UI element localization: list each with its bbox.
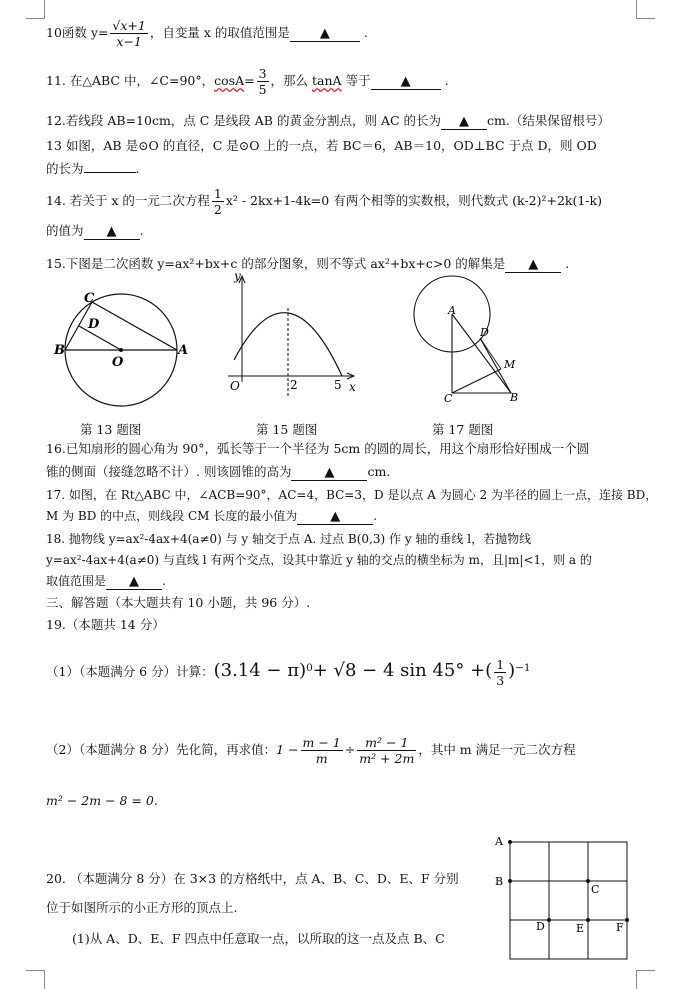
answer-blank[interactable]: ▲ [84,224,140,240]
label-b: B [54,343,65,358]
answer-blank[interactable]: ▲ [441,114,487,130]
point-d [547,918,551,922]
label-f: F [616,921,624,934]
question-19-part-2: （2）（本题满分 8 分）先化简，再求值：1 − $\frac{m - 1}{m}$ ÷ $\frac{\text{m² − 1}}{\text{m² + 2m}}$ ，其中 m 满足一元二次方程 [46,735,576,766]
question-18-line-2: y=ax²-4ax+4(a≠0) 与直线 l 有两个交点，设其中靠近 y 轴的交点的横坐标为 m，且|m|<1，则 a 的 [46,553,592,567]
corner-mark-bottom-right [636,970,655,989]
section-heading: 三、解答题（本大题共有 10 小题，共 96 分）. [46,595,311,610]
question-17-line-1: 17. 如图，在 Rt△ABC 中，∠ACB=90°，AC=4，BC=3，D 是以点 A 为圆心 2 为半径的圆上一点，连接 BD， [46,488,658,502]
point-c [586,879,590,883]
caption-figure-15: 第 15 题图 [256,422,318,437]
label-d: D [480,326,489,339]
figure-17-triangle-diagram [408,272,538,407]
center-point [119,348,123,352]
tick-5: 5 [334,378,342,392]
question-14-line-2: 的值为 ▲ . [46,223,144,239]
label-x: x [349,380,356,394]
segment-od [79,326,121,350]
chord-ca [92,302,177,350]
grid-border [510,842,627,959]
question-18-line-1: 18. 抛物线 y=ax²-4ax+4(a≠0) 与 y 轴交于点 A. 过点 B(0,3) 作 y 轴的垂线 l，若抛物线 [46,532,532,546]
figure-15-parabola-graph [222,272,362,402]
segment-cm [452,369,501,393]
corner-mark-top-right [636,0,655,19]
question-19-part-1: （1）（本题满分 6 分）计算：$(3.14 - \pi)^0+ √8 - 4$ sin 45° +( $\frac{1}{3}$ )$^{-1}$ [46,657,531,689]
label-a: A [448,304,456,317]
corner-mark-top-left [26,0,45,19]
point-a [508,840,512,844]
label-origin: O [230,379,240,393]
question-11: 11. 在△ABC 中，∠C=90°，cosA= $\frac{3}{5}$ ，那么 tanA 等于 ▲ . [46,66,449,97]
label-d: D [536,920,545,933]
answer-blank[interactable]: ▲ [297,509,373,525]
point-f [625,918,629,922]
label-o: O [112,355,124,370]
fraction: $\frac{√x+1}{x-1}$ [112,18,146,49]
question-16-line-2: 锥的侧面（接缝忽略不计）. 则该圆锥的高为 ▲ cm. [46,464,391,480]
caption-figure-13: 第 13 题图 [80,422,142,437]
answer-blank[interactable]: ▲ [371,74,441,90]
label-c: C [591,883,600,896]
label-e: E [576,922,585,935]
fraction: $\frac{3}{5}$ [258,66,267,97]
tick-2: 2 [290,378,298,392]
question-12: 12.若线段 AB=10cm，点 C 是线段 AB 的黄金分割点，则 AC 的长为 ▲ cm.（结果保留根号） [46,113,610,129]
question-14: 14. 若关于 x 的一元二次方程 $\frac{1}{2}$ x² - 2kx+1-4k=0 有两个相等的实数根，则代数式 (k-2)²+2k(1-k) [46,186,602,217]
fraction: $\frac{\text{m² − 1}}{\text{m² + 2m}}$ [359,735,415,766]
question-20-line-3: (1)从 A、D、E、F 四点中任意取一点，以所取的这一点及点 B、C [72,931,445,946]
question-17-line-2: M 为 BD 的中点，则线段 CM 长度的最小值为 ▲ . [46,509,378,524]
point-e [586,918,590,922]
label-y: y [234,272,241,283]
question-16-line-1: 16.已知扇形的圆心角为 90°，弧长等于一个半径为 5cm 的圆的周长，用这个扇形恰好围成一个圆 [46,441,590,456]
question-10: 10函数 y= $\frac{√x+1}{x-1}$ ，自变量 x 的取值范围是 ▲ . [46,18,368,49]
label-c: C [84,291,95,306]
label-b: B [510,391,519,404]
label-a: A [178,343,189,358]
label-d: D [88,317,100,332]
segment-dm [480,338,501,369]
figure-20-grid [490,832,635,967]
question-20-line-1: 20. （本题满分 8 分）在 3×3 的方格纸中，点 A、B、C、D、E、F 分别 [46,871,459,886]
question-15: 15.下图是二次函数 y=ax²+bx+c 的部分图象，则不等式 ax²+bx+c>0 的解集是 ▲ . [46,256,570,272]
answer-blank[interactable]: ▲ [291,465,367,481]
question-19-equation: m² − 2m − 8 = 0. [46,793,158,808]
point-b [508,879,512,883]
fraction: $\frac{1}{3}$ [496,657,505,689]
answer-blank[interactable]: ▲ [290,26,360,42]
question-18-line-3: 取值范围是 ▲ . [46,574,166,589]
label-c: C [444,392,453,405]
label-b: B [495,875,504,888]
answer-blank[interactable]: ▲ [106,574,162,590]
figure-13-circle-diagram [52,288,192,413]
corner-mark-bottom-left [26,970,45,989]
answer-blank[interactable] [84,172,136,173]
question-20-line-2: 位于如图所示的小正方形的顶点上. [46,900,238,915]
fraction: $\frac{m - 1}{m}$ [302,735,341,766]
question-13-line-2: 的长为 . [46,161,140,176]
fraction: $\frac{1}{2}$ [213,186,222,217]
caption-figure-17: 第 17 题图 [432,422,494,437]
question-13-line-1: 13 如图，AB 是⊙O 的直径，C 是⊙O 上的一点，若 BC＝6，AB＝10，OD⊥BC 于点 D，则 OD [46,138,597,153]
question-19-title: 19.（本题共 14 分） [46,617,165,632]
label-m: M [504,358,516,371]
label-a: A [495,835,503,848]
answer-blank[interactable]: ▲ [505,257,561,273]
